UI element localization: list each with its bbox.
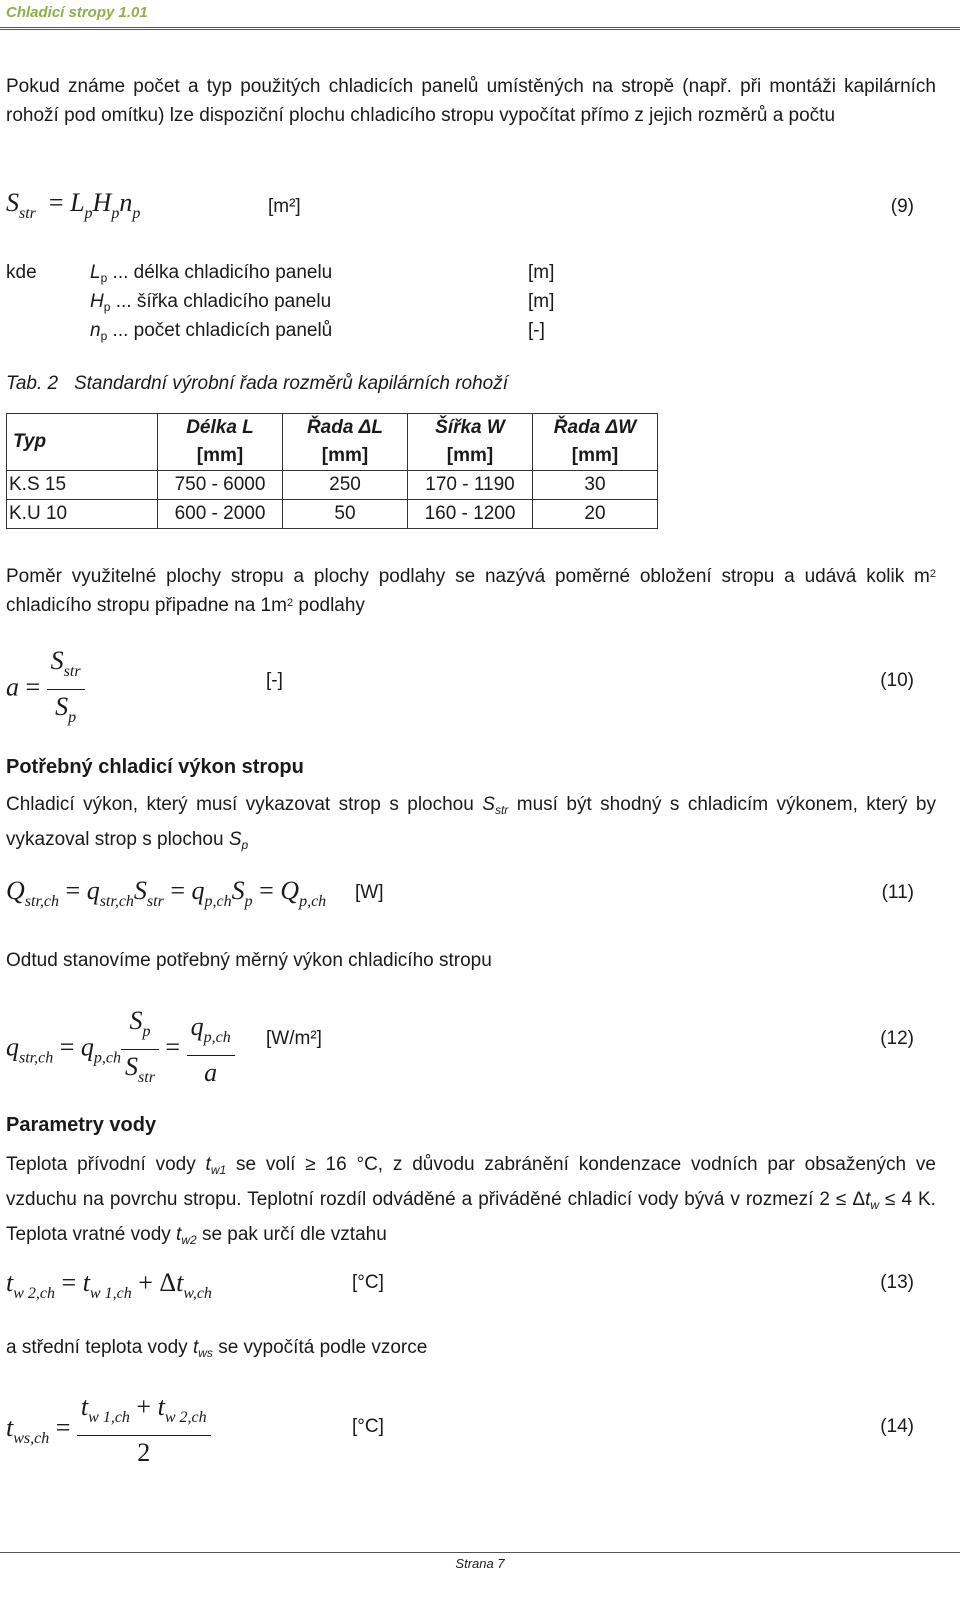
header-rada-l-unit: [mm] [321, 445, 369, 466]
legend-row-np [90, 320, 332, 343]
section1-text-b: musí být shodný s chladicím výkonem, který by vykazoval strop s plochou [6, 794, 936, 850]
ratio-paragraph: Poměr využitelné plochy stropu a plochy podlahy se nazývá poměrné obložení stropu a udává kolik $m^2$ chladicího stropu připadne na $1m^2$ podlahy [6, 566, 936, 616]
header-sirka-label: Šířka W [435, 417, 505, 438]
eq12-number: (12) [880, 1028, 914, 1049]
table-cell: 600 - 2000 [158, 500, 283, 529]
intro-paragraph: Pokud známe počet a typ použitých chladicích panelů umístěných na stropě (např. při montáži kapilárních rohoží pod omítku) lze dispoziční plochu chladicího stropu vypočítat přímo z jejich rozměrů a počtu [6, 76, 936, 126]
table-cell: 160 - 1200 [408, 500, 533, 529]
header-rada-w-label: Řada ΔW [553, 417, 637, 438]
legend-unit: [m] [528, 262, 555, 283]
header-delka-label: Délka L [186, 417, 254, 438]
standard-table [6, 413, 658, 529]
legend-kde: kde [6, 262, 37, 283]
section2-text-b: se volí [235, 1154, 296, 1175]
header-sirka-unit: [mm] [446, 445, 494, 466]
eq12-unit: [W/m²] [266, 1028, 322, 1049]
section-heading-voda: Parametry vody [6, 1114, 157, 1136]
table-cell: 750 - 6000 [158, 471, 283, 500]
table-caption-text: Standardní výrobní řada rozměrů kapilárních rohoží [73, 373, 509, 394]
stredni-text-b: se vypočítá podle vzorce [218, 1337, 428, 1358]
equation-12: $q_{str,ch} = q_{p,ch}$ $\frac{S_p}{S_{str}}$ = $\frac{q_{p,ch}}{a}$ [6, 1004, 235, 1095]
header-delka [158, 414, 283, 471]
table-cell: 250 [283, 471, 408, 500]
table-caption [6, 373, 508, 395]
header-rule [0, 27, 960, 30]
section1-text-a: Chladicí výkon, který musí vykazovat strop s plochou [6, 794, 474, 815]
equation-13: $t_{w 2,ch} = t_{w 1,ch} + \Delta t_{w,ch}$ [6, 1268, 212, 1302]
legend-unit: [-] [528, 320, 545, 341]
section2-text-c: 16 °C, z důvodu zabránění kondenzace vodních par obsažených ve vzduchu na povrchu stropu. Teplotní rozdíl odváděné a přiváděné chladicí vody bývá v rozmezí 2 [6, 1154, 936, 1210]
legend-unit: [m] [528, 291, 555, 312]
table-cell: 170 - 1190 [408, 471, 533, 500]
equation-11: $Q_{str,ch} = q_{str,ch}S_{str} = q_{p,ch}S_p = Q_{p,ch}$ [6, 876, 327, 910]
header-rada-l [283, 414, 408, 471]
eq10-number: (10) [880, 670, 914, 691]
odtud-text: Odtud stanovíme potřebný měrný výkon chladicího stropu [6, 950, 492, 971]
table-cell: 50 [283, 500, 408, 529]
section2-text-e: se pak určí dle vztahu [201, 1224, 387, 1245]
table-cell: K.U 10 [7, 500, 158, 529]
eq9-number: (9) [890, 196, 914, 217]
section-heading-vykon: Potřebný chladicí výkon stropu [6, 756, 304, 778]
legend-symbol: L [90, 262, 101, 283]
table-cell: K.S 15 [7, 471, 158, 500]
footer-rule [0, 1552, 960, 1553]
page-number: Strana 7 [455, 1556, 505, 1571]
legend-sub: p [103, 300, 111, 314]
legend-row-lp [90, 262, 332, 285]
eq11-unit: [W] [355, 882, 384, 903]
eq13-unit: [°C] [352, 1272, 384, 1293]
legend-symbol: n [90, 320, 101, 341]
legend-desc: ... délka chladicího panelu [112, 262, 333, 283]
ratio-text-c: podlahy [298, 595, 365, 616]
equation-14: $t_{ws,ch}$ = $\frac{t_{w 1,ch} + t_{w 2,ch}}{2}$ [6, 1390, 211, 1470]
equation-9: $S_{str} = L_pH_pn_p$ [6, 188, 141, 222]
table-row [7, 471, 658, 500]
section1-paragraph: Chladicí výkon, který musí vykazovat strop s plochou $S_{str}$ musí být shodný s chladicím výkonem, který by vykazoval strop s plochou $S_p$ [6, 794, 936, 852]
section2-text-a: Teplota přívodní vody [6, 1154, 196, 1175]
table-header-row [7, 414, 658, 471]
header-rada-l-label: Řada ΔL [306, 417, 384, 438]
header-rada-w [533, 414, 658, 471]
eq9-unit: [m²] [268, 196, 301, 217]
eq14-unit: [°C] [352, 1416, 384, 1437]
stredni-paragraph: a střední teplota vody $t_{ws}$ se vypočítá podle vzorce [6, 1337, 428, 1360]
table-row [7, 500, 658, 529]
legend-desc: ... šířka chladicího panelu [115, 291, 332, 312]
eq13-number: (13) [880, 1272, 914, 1293]
legend-row-hp [90, 291, 331, 314]
legend-sub: p [100, 329, 108, 343]
stredni-text-a: a střední teplota vody [6, 1337, 188, 1358]
eq10-unit: [-] [266, 670, 283, 691]
legend-desc: ... počet chladicích panelů [112, 320, 333, 341]
table-cell: 20 [533, 500, 658, 529]
section2-text-d: 4 K. Teplota vratné vody [6, 1189, 936, 1245]
table-caption-label: Tab. 2 [6, 373, 59, 394]
ratio-text-b: chladicího stropu připadne na 1m [6, 595, 287, 616]
legend-symbol: H [90, 291, 104, 312]
header-typ: Typ [7, 414, 158, 471]
header-sirka [408, 414, 533, 471]
equation-10: a = $\frac{S_{str}}{S_p}$ [6, 644, 85, 735]
table-cell: 30 [533, 471, 658, 500]
eq11-number: (11) [881, 882, 914, 903]
section2-paragraph: Teplota přívodní vody $t_{w1}$ se volí ≥ 16 °C, z důvodu zabránění kondenzace vodních par obsažených ve vzduchu na povrchu stropu. Teplotní rozdíl odváděné a přiváděné chladicí vody bývá v rozmezí $2 \le \Delta t_w \le 4$ K. Teplota vratné vody $t_{w2}$ se pak určí dle vztahu [6, 1154, 936, 1247]
ratio-text-a: Poměr využitelné plochy stropu a plochy podlahy se nazývá poměrné obložení stropu a udává kolik m [6, 566, 930, 587]
header-delka-unit: [mm] [196, 445, 244, 466]
header-title: Chladicí stropy 1.01 [6, 4, 148, 21]
legend-sub: p [100, 271, 108, 285]
header-rada-w-unit: [mm] [571, 445, 619, 466]
eq14-number: (14) [880, 1416, 914, 1437]
